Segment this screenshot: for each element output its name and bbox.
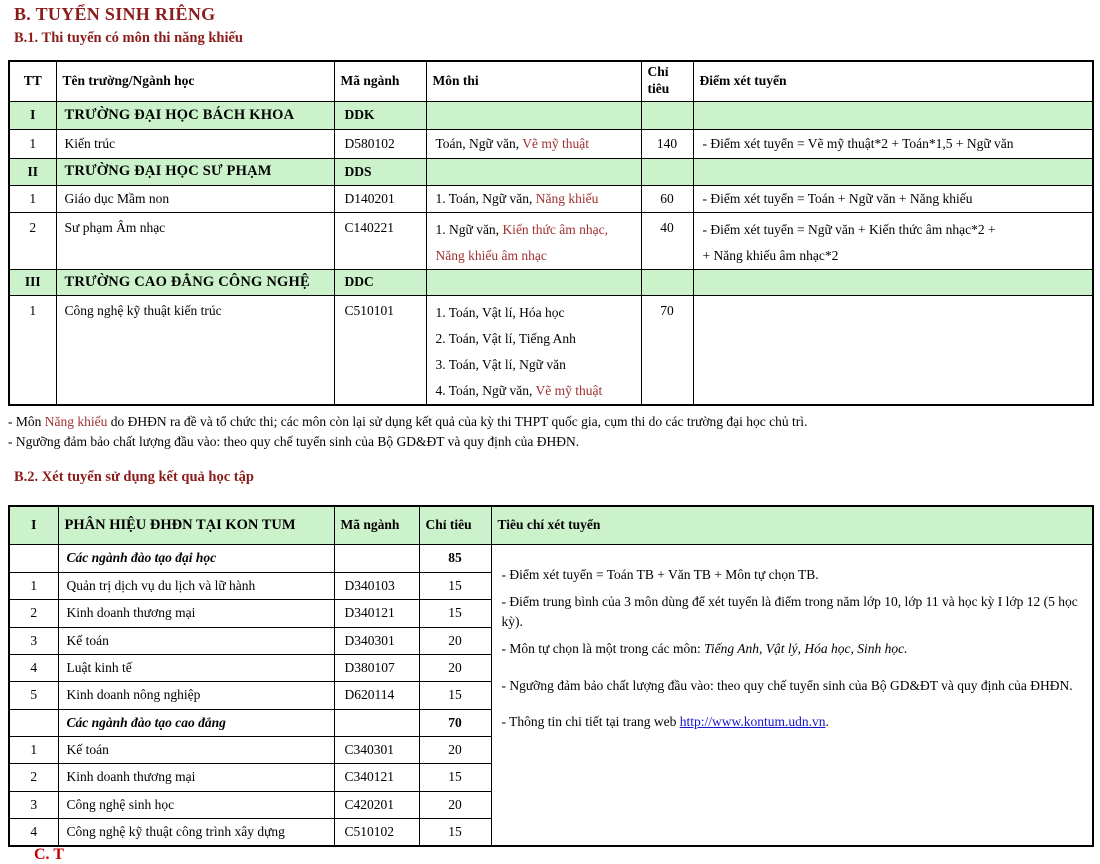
table-b1-header-row <box>9 61 1093 101</box>
cell-code: C340121 <box>334 763 419 791</box>
cell-tt: 4 <box>9 818 58 846</box>
cell-quota-empty <box>641 269 693 295</box>
cell-tt: 3 <box>9 791 58 818</box>
cell-subjects-empty <box>426 269 641 295</box>
table-row <box>9 185 1093 212</box>
heading-section-b1: B.1. Thi tuyển có môn thi năng khiếu <box>14 30 243 46</box>
subjects-aptitude: Năng khiếu <box>535 190 599 206</box>
cell-subjects <box>426 295 641 405</box>
table-row <box>9 269 1093 295</box>
cell-tt: 1 <box>9 185 56 212</box>
footnotes-b1 <box>8 412 1096 451</box>
cell-quota: 70 <box>419 709 491 736</box>
cell-tt: 1 <box>9 736 58 763</box>
cell-quota: 20 <box>419 736 491 763</box>
criteria-content <box>498 549 1087 742</box>
cell-tt: 2 <box>9 763 58 791</box>
subjects-common: 1. Toán, Ngữ văn, <box>435 190 536 206</box>
t1-header-subjects: Môn thi <box>426 61 641 101</box>
cell-major-name: Sư phạm Âm nhạc <box>56 212 334 269</box>
t2-header-quota: Chỉ tiêu <box>419 506 491 544</box>
t1-header-score: Điểm xét tuyển <box>693 61 1093 101</box>
cell-quota: 140 <box>641 129 693 158</box>
footnote-1-prefix: - Môn <box>8 414 45 429</box>
table-row <box>9 295 1093 405</box>
cell-score-formula: - Điểm xét tuyển = Vẽ mỹ thuật*2 + Toán*1,5 + Ngữ văn <box>693 129 1093 158</box>
subjects-combo-3: 3. Toán, Vật lí, Ngữ văn <box>435 356 566 372</box>
cell-code: D140201 <box>334 185 426 212</box>
table-b1-exam-admission <box>8 60 1094 406</box>
cell-major-name: Công nghệ kỹ thuật kiến trúc <box>56 295 334 405</box>
subjects-combo-2: 2. Toán, Vật lí, Tiếng Anh <box>435 330 576 346</box>
subjects-common: Toán, Ngữ văn, <box>435 135 523 151</box>
criteria-bullet-1: - Điểm xét tuyển = Toán TB + Văn TB + Môn tự chọn TB. <box>501 566 819 582</box>
cell-code: DDS <box>334 158 426 185</box>
cell-major-name: Kế toán <box>58 736 334 763</box>
subjects-aptitude: Vẽ mỹ thuật <box>522 135 589 151</box>
criteria-bullet-4: - Ngưỡng đảm bảo chất lượng đầu vào: theo quy chế tuyển sinh của Bộ GD&ĐT và quy định của ĐHĐN. <box>501 677 1073 693</box>
cell-quota: 60 <box>641 185 693 212</box>
cell-tt: I <box>9 101 56 129</box>
cell-quota: 70 <box>641 295 693 405</box>
subjects-common: 4. Toán, Ngữ văn, <box>435 382 536 398</box>
cell-code: C420201 <box>334 791 419 818</box>
table-b2-transcript-admission <box>8 505 1094 847</box>
cell-tt: 1 <box>9 129 56 158</box>
cell-criteria <box>491 544 1093 846</box>
cell-code: D380107 <box>334 654 419 681</box>
cell-quota: 15 <box>419 818 491 846</box>
criteria-bullet-3-subjects: Tiếng Anh, Vật lý, Hóa học, Sinh học. <box>704 641 908 657</box>
cell-subjects-empty <box>426 101 641 129</box>
cell-major-name: Kế toán <box>58 627 334 654</box>
cell-code: D340103 <box>334 572 419 599</box>
table-row <box>9 101 1093 129</box>
cell-code: D580102 <box>334 129 426 158</box>
footnote-2: - Ngưỡng đảm bảo chất lượng đầu vào: theo quy chế tuyển sinh của Bộ GD&ĐT và quy định của ĐHĐN. <box>8 433 580 449</box>
subjects-aptitude: Vẽ mỹ thuật <box>535 382 603 398</box>
subjects-combo-4 <box>436 378 635 404</box>
cell-score-empty <box>693 158 1093 185</box>
cell-tt: II <box>9 158 56 185</box>
cell-quota-empty <box>641 101 693 129</box>
cell-quota: 15 <box>419 599 491 627</box>
cell-tt-empty <box>9 544 58 572</box>
cell-quota: 85 <box>419 544 491 572</box>
table-row-group <box>9 544 1093 572</box>
cell-code: D340121 <box>334 599 419 627</box>
cell-score-formula: - Điểm xét tuyển = Toán + Ngữ văn + Năng khiếu <box>693 185 1093 212</box>
cell-code: DDC <box>334 269 426 295</box>
cell-quota: 20 <box>419 654 491 681</box>
cell-score-empty <box>693 295 1093 405</box>
table-row <box>9 212 1093 269</box>
cell-code: DDK <box>334 101 426 129</box>
cell-code: C510102 <box>334 818 419 846</box>
cell-tt-empty <box>9 709 58 736</box>
subjects-combo-1: 1. Toán, Vật lí, Hóa học <box>435 304 565 320</box>
score-line-1: - Điểm xét tuyển = Ngữ văn + Kiến thức âm nhạc*2 + <box>702 221 996 237</box>
footnote-1-aptitude: Năng khiếu <box>44 414 108 429</box>
cell-major-name: Quản trị dịch vụ du lịch và lữ hành <box>58 572 334 599</box>
cell-tt: 1 <box>9 572 58 599</box>
cell-major-name: Kinh doanh nông nghiệp <box>58 681 334 709</box>
heading-section-b: B. TUYỂN SINH RIÊNG <box>14 4 216 24</box>
cell-code: D340301 <box>334 627 419 654</box>
footnote-1 <box>8 412 1096 432</box>
subjects-line-1 <box>436 217 635 243</box>
cell-school-name: TRƯỜNG ĐẠI HỌC BÁCH KHOA <box>56 101 334 129</box>
t1-header-code: Mã ngành <box>334 61 426 101</box>
criteria-bullet-3 <box>502 639 1083 659</box>
footnote-1-suffix: do ĐHĐN ra đề và tổ chức thi; các môn còn lại sử dụng kết quả của kỳ thi THPT quốc gia, cụm thi do các trường đại học chủ trì. <box>107 414 808 429</box>
t2-header-tt: I <box>9 506 58 544</box>
cell-quota: 40 <box>641 212 693 269</box>
table-b2-header-row <box>9 506 1093 544</box>
cell-code-empty <box>334 709 419 736</box>
cell-major-name: Luật kinh tế <box>58 654 334 681</box>
cell-major-name: Kinh doanh thương mại <box>58 763 334 791</box>
cell-group-name: Các ngành đào tạo cao đẳng <box>58 709 334 736</box>
cell-quota: 15 <box>419 681 491 709</box>
t2-header-name: PHÂN HIỆU ĐHĐN TẠI KON TUM <box>58 506 334 544</box>
subjects-aptitude: Kiến thức âm nhạc, <box>502 221 608 237</box>
cell-quota: 20 <box>419 627 491 654</box>
cell-quota: 20 <box>419 791 491 818</box>
table-row <box>9 158 1093 185</box>
cell-major-name: Kiến trúc <box>56 129 334 158</box>
cell-school-name: TRƯỜNG ĐẠI HỌC SƯ PHẠM <box>56 158 334 185</box>
cell-score-formula <box>693 212 1093 269</box>
table-row <box>9 129 1093 158</box>
criteria-bullet-2: - Điểm trung bình của 3 môn dùng để xét tuyển là điểm trong năm lớp 10, lớp 11 và học kỳ I lớp 12 (5 học kỳ). <box>501 593 1078 629</box>
cell-tt: 5 <box>9 681 58 709</box>
cell-score-empty <box>693 269 1093 295</box>
cell-code-empty <box>334 544 419 572</box>
t2-header-criteria: Tiêu chí xét tuyển <box>491 506 1093 544</box>
cell-score-empty <box>693 101 1093 129</box>
cell-code: D620114 <box>334 681 419 709</box>
cell-major-name: Giáo dục Mầm non <box>56 185 334 212</box>
subjects-line-2: Năng khiếu âm nhạc <box>435 247 547 263</box>
cell-tt: 2 <box>9 212 56 269</box>
t2-header-code: Mã ngành <box>334 506 419 544</box>
cell-tt: 1 <box>9 295 56 405</box>
criteria-bullet-5-prefix: - Thông tin chi tiết tại trang web <box>501 713 680 729</box>
cell-school-name: TRƯỜNG CAO ĐẲNG CÔNG NGHỆ <box>56 269 334 295</box>
cell-code: C340301 <box>334 736 419 763</box>
criteria-bullet-5-suffix: . <box>825 713 829 729</box>
cell-code: C510101 <box>334 295 426 405</box>
criteria-bullet-3-prefix: - Môn tự chọn là một trong các môn: <box>501 641 705 657</box>
heading-section-b2: B.2. Xét tuyển sử dụng kết quả học tập <box>14 469 254 485</box>
cell-quota-empty <box>641 158 693 185</box>
cell-group-name: Các ngành đào tạo đại học <box>58 544 334 572</box>
cell-quota: 15 <box>419 763 491 791</box>
cell-tt: III <box>9 269 56 295</box>
cell-tt: 3 <box>9 627 58 654</box>
cell-tt: 2 <box>9 599 58 627</box>
t1-header-tt: TT <box>9 61 56 101</box>
next-section-heading-clipped: C. T <box>34 846 64 863</box>
criteria-bullet-5 <box>502 712 1083 732</box>
website-link[interactable]: http://www.kontum.udn.vn <box>679 713 826 729</box>
subjects-common: 1. Ngữ văn, <box>435 221 503 237</box>
cell-major-name: Công nghệ sinh học <box>58 791 334 818</box>
cell-quota: 15 <box>419 572 491 599</box>
cell-major-name: Kinh doanh thương mại <box>58 599 334 627</box>
cell-subjects <box>426 129 641 158</box>
score-line-2: + Năng khiếu âm nhạc*2 <box>702 247 839 263</box>
t1-header-quota: Chỉ tiêu <box>641 61 693 101</box>
cell-subjects <box>426 212 641 269</box>
cell-subjects <box>426 185 641 212</box>
cell-tt: 4 <box>9 654 58 681</box>
cell-subjects-empty <box>426 158 641 185</box>
t1-header-name: Tên trường/Ngành học <box>56 61 334 101</box>
cell-major-name: Công nghệ kỹ thuật công trình xây dựng <box>58 818 334 846</box>
cell-code: C140221 <box>334 212 426 269</box>
